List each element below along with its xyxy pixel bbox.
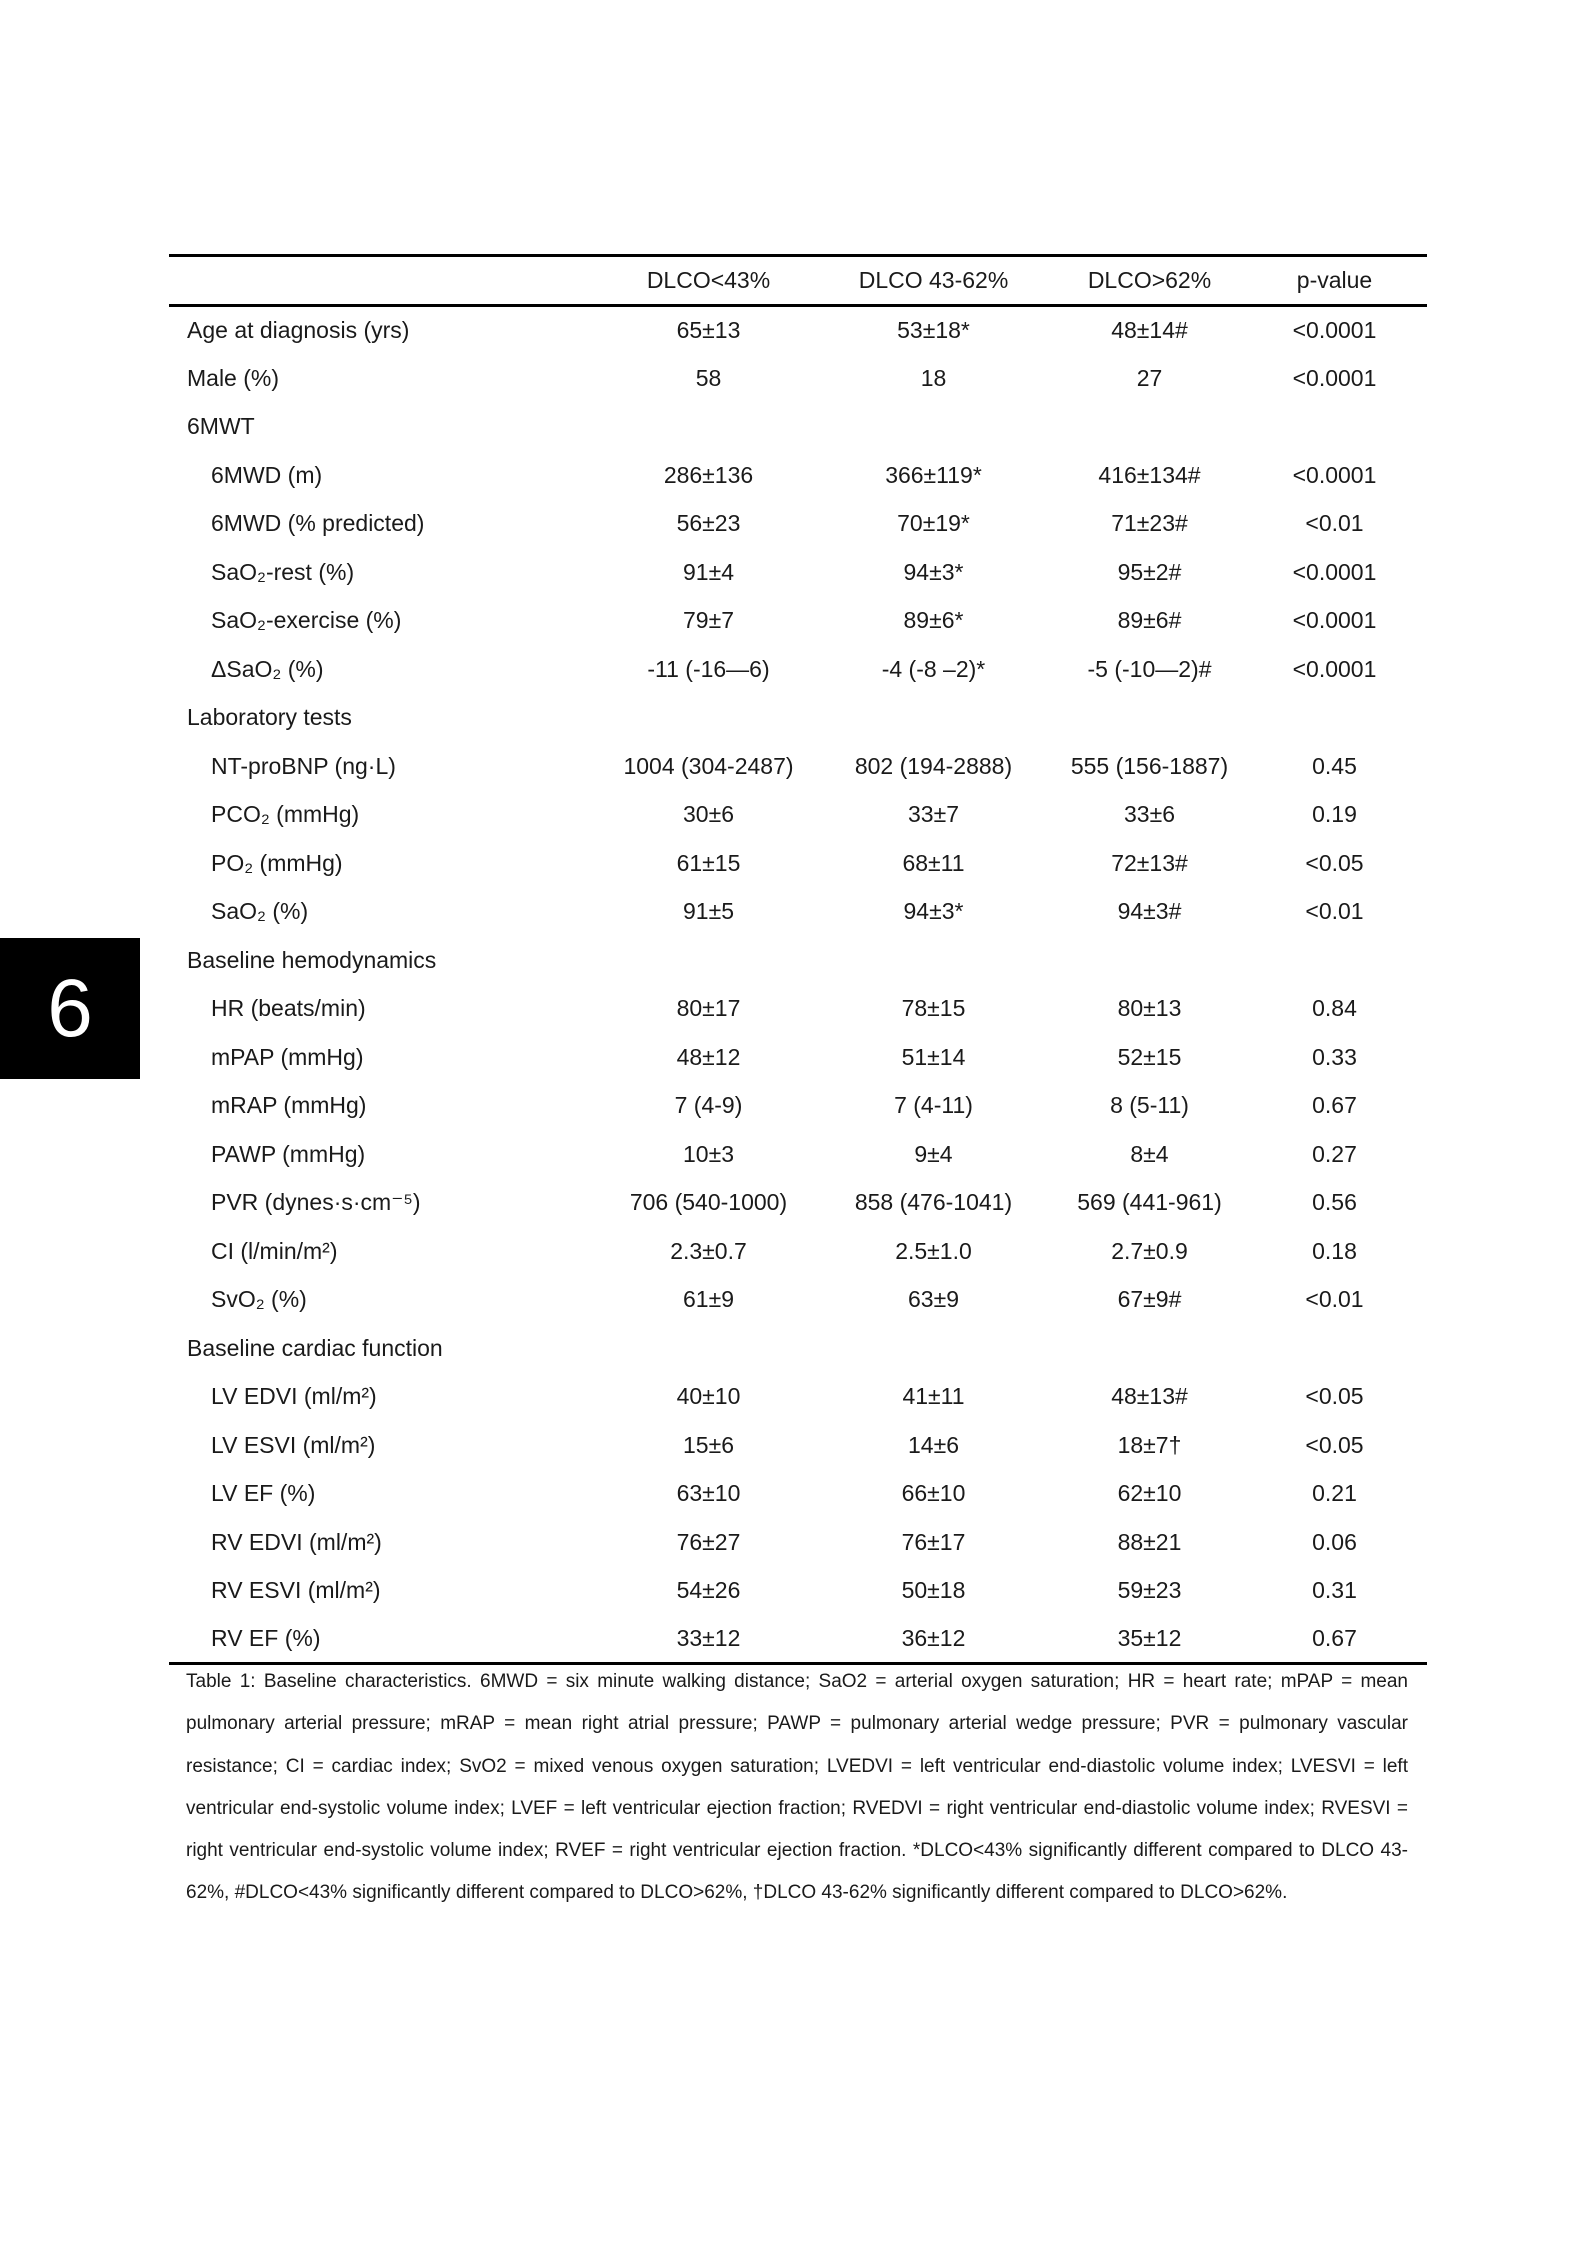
table-row (169, 548, 1427, 597)
row-label: mPAP (mmHg) (211, 1043, 364, 1070)
header-cell (169, 256, 607, 306)
row-label: RV EDVI (ml/m²) (211, 1528, 382, 1555)
table-cell (1242, 936, 1427, 985)
table-cell: 0.18 (1312, 1237, 1357, 1264)
table-row (169, 1227, 1427, 1276)
row-label: PAWP (mmHg) (211, 1140, 366, 1167)
table-row (169, 597, 1427, 646)
row-label: PO₂ (mmHg) (211, 849, 343, 876)
row-label: SaO₂ (%) (211, 898, 309, 925)
table-cell: 89±6# (1117, 607, 1182, 634)
table-cell (1242, 694, 1427, 743)
table-row (169, 1567, 1427, 1616)
table-cell: 0.45 (1312, 752, 1357, 779)
row-label: Laboratory tests (187, 704, 352, 731)
table-cell: 94±3# (1117, 898, 1182, 925)
table-cell (810, 694, 1057, 743)
table-cell: 52±15 (1117, 1043, 1182, 1070)
row-label: SaO₂-exercise (%) (211, 607, 402, 634)
table-cell (810, 1324, 1057, 1373)
table-cell (1057, 1324, 1242, 1373)
table-cell: <0.0001 (1292, 655, 1377, 682)
table-row (169, 839, 1427, 888)
row-label: Baseline hemodynamics (187, 946, 437, 973)
table-row (169, 694, 1427, 743)
table-cell: 71±23# (1111, 510, 1188, 537)
table-cell: <0.0001 (1292, 607, 1377, 634)
table-cell: 0.31 (1312, 1577, 1357, 1604)
table-cell: 66±10 (901, 1480, 966, 1507)
table-cell: <0.01 (1305, 1286, 1364, 1313)
row-label: 6MWT (187, 413, 255, 440)
row-label: 6MWD (m) (211, 461, 323, 488)
chapter-tab: 6 (0, 938, 140, 1079)
table-cell: 8 (5-11) (1110, 1092, 1189, 1119)
table-cell: 89±6* (903, 607, 964, 634)
table-row (169, 451, 1427, 500)
table-header (169, 256, 1427, 306)
table-cell: 18 (920, 364, 947, 391)
table-cell: 27 (1136, 364, 1163, 391)
table-cell: 79±7 (683, 607, 734, 634)
row-label: NT-proBNP (ng·L) (211, 752, 396, 779)
header-row (169, 256, 1427, 306)
table-row (169, 1421, 1427, 1470)
table-cell: 50±18 (901, 1577, 966, 1604)
table-cell (810, 403, 1057, 452)
table-cell: -11 (-16—6) (647, 655, 770, 682)
table-row (169, 500, 1427, 549)
table-cell: 7 (4-11) (894, 1092, 973, 1119)
row-label: PCO₂ (mmHg) (211, 801, 360, 828)
table-cell: <0.0001 (1292, 558, 1377, 585)
table-cell (607, 694, 810, 743)
table-cell: 1004 (304-2487) (623, 752, 794, 779)
table-cell: <0.0001 (1292, 461, 1377, 488)
table-cell: 78±15 (901, 995, 966, 1022)
table-cell: 63±9 (908, 1286, 959, 1313)
table-cell: 0.19 (1312, 801, 1357, 828)
row-label: mRAP (mmHg) (211, 1092, 367, 1119)
table-cell: 65±13 (676, 317, 741, 343)
table-cell: <0.05 (1305, 1431, 1364, 1458)
row-label: Age at diagnosis (yrs) (187, 317, 410, 343)
table-cell: 67±9# (1117, 1286, 1182, 1313)
header-cell: DLCO<43% (646, 267, 771, 293)
row-label: SvO₂ (%) (211, 1286, 307, 1313)
table-row (169, 1033, 1427, 1082)
header-cell: DLCO>62% (1087, 267, 1212, 293)
header-cell: p-value (1296, 267, 1373, 293)
table-cell: -4 (-8 –2)* (881, 655, 986, 682)
table-cell: 33±6 (1124, 801, 1175, 828)
table-cell: 9±4 (914, 1140, 953, 1167)
table-cell: 62±10 (1117, 1480, 1182, 1507)
row-label: SaO₂-rest (%) (211, 558, 355, 585)
table-row (169, 354, 1427, 403)
row-label: ΔSaO₂ (%) (211, 655, 324, 682)
table-cell: 58 (695, 364, 722, 391)
table-cell: 0.84 (1312, 995, 1357, 1022)
table-cell: 8±4 (1130, 1140, 1169, 1167)
table-cell: 366±119* (885, 461, 982, 488)
table-cell (607, 936, 810, 985)
table-cell: 0.27 (1312, 1140, 1357, 1167)
table-row (169, 1179, 1427, 1228)
table-cell: 33±7 (908, 801, 959, 828)
row-label: Baseline cardiac function (187, 1334, 443, 1361)
row-label: LV ESVI (ml/m²) (211, 1431, 376, 1458)
table-cell: 0.67 (1312, 1092, 1357, 1119)
baseline-characteristics-table (169, 254, 1427, 1665)
table-cell: 0.21 (1312, 1480, 1357, 1507)
table-row (169, 1130, 1427, 1179)
header-cell: DLCO 43-62% (858, 267, 1009, 293)
table-cell: 61±9 (683, 1286, 734, 1313)
table-cell: 51±14 (901, 1043, 966, 1070)
table-cell: 94±3* (903, 558, 964, 585)
table-row (169, 1470, 1427, 1519)
table-cell (1057, 403, 1242, 452)
table-cell: 91±5 (683, 898, 734, 925)
row-label: RV ESVI (ml/m²) (211, 1577, 381, 1604)
table-cell: 30±6 (683, 801, 734, 828)
table-cell: 76±17 (901, 1528, 966, 1555)
table-cell: 18±7† (1117, 1431, 1182, 1458)
table-cell: 53±18* (897, 317, 970, 343)
table-cell: 0.67 (1312, 1625, 1357, 1651)
table-cell: 48±12 (676, 1043, 741, 1070)
row-label: LV EDVI (ml/m²) (211, 1383, 377, 1410)
table-row (169, 936, 1427, 985)
table-row (169, 985, 1427, 1034)
row-label: 6MWD (% predicted) (211, 510, 425, 537)
table-cell: 569 (441-961) (1077, 1189, 1222, 1216)
table-cell: 36±12 (901, 1625, 966, 1651)
table-cell: 286±136 (663, 461, 754, 488)
table-row (169, 1518, 1427, 1567)
row-label: PVR (dynes·s·cm⁻⁵) (211, 1189, 421, 1216)
table-row (169, 645, 1427, 694)
table-cell: <0.0001 (1292, 364, 1377, 391)
table-cell (1057, 936, 1242, 985)
table-cell: 56±23 (676, 510, 741, 537)
table-cell: 41±11 (902, 1383, 965, 1410)
table-cell: <0.0001 (1292, 317, 1377, 343)
table-cell: 54±26 (676, 1577, 741, 1604)
table-row (169, 1615, 1427, 1664)
table-cell: 72±13# (1111, 849, 1188, 876)
table-row (169, 306, 1427, 355)
row-label: HR (beats/min) (211, 995, 366, 1022)
table-cell (810, 936, 1057, 985)
table-cell: 70±19* (897, 510, 970, 537)
table-cell: 858 (476-1041) (854, 1189, 1013, 1216)
table-cell: 80±13 (1117, 995, 1182, 1022)
table-cell: 0.06 (1312, 1528, 1357, 1555)
table-cell (1242, 403, 1427, 452)
table-cell: 14±6 (908, 1431, 959, 1458)
table-row (169, 1373, 1427, 1422)
row-label: CI (l/min/m²) (211, 1237, 338, 1264)
table-cell: 555 (156-1887) (1070, 752, 1229, 779)
table-cell (1242, 1324, 1427, 1373)
table-cell: 2.7±0.9 (1111, 1237, 1188, 1264)
table-caption: Table 1: Baseline characteristics. 6MWD = six minute walking distance; SaO2 = arterial oxygen saturation; HR = heart rate; mPAP = mean pulmonary arterial pressure; mRAP = mean right atrial pressure; PAWP = pulmonary arterial wedge pressure; PVR = pulmonary vascular resistance; CI = cardiac index; SvO2 = mixed venous oxygen saturation; LVEDVI = left ventricular end-diastolic volume index; LVESVI = left ventricular end-systolic volume index; LVEF = left ventricular ejection fraction; RVEDVI = right ventricular end-diastolic volume index; RVESVI = right ventricular end-systolic volume index; RVEF = right ventricular ejection fraction. *DLCO<43% significantly different compared to DLCO 43-62%, #DLCO<43% significantly different compared to DLCO>62%, †DLCO 43-62% significantly different compared to DLCO>62%. (186, 1671, 1408, 1904)
row-label: LV EF (%) (211, 1480, 316, 1507)
table-cell: 416±134# (1098, 461, 1201, 488)
table-cell: 91±4 (683, 558, 734, 585)
table-cell: 61±15 (676, 849, 741, 876)
table-cell: 0.33 (1312, 1043, 1357, 1070)
table-cell: <0.01 (1305, 510, 1364, 537)
table-cell: 59±23 (1117, 1577, 1182, 1604)
table-cell: 88±21 (1117, 1528, 1182, 1555)
table-row (169, 791, 1427, 840)
table-cell: -5 (-10—2)# (1087, 655, 1212, 682)
table-cell: 48±14# (1111, 317, 1188, 343)
table-cell: 35±12 (1117, 1625, 1182, 1651)
table-cell: 10±3 (683, 1140, 734, 1167)
row-label: RV EF (%) (211, 1625, 321, 1651)
table-cell: 94±3* (903, 898, 964, 925)
table-cell (607, 403, 810, 452)
table-row (169, 1082, 1427, 1131)
table-cell: <0.05 (1305, 1383, 1364, 1410)
table-cell: 95±2# (1117, 558, 1182, 585)
table-body (169, 306, 1427, 1664)
table-cell: 80±17 (676, 995, 741, 1022)
table-cell: 0.56 (1312, 1189, 1357, 1216)
table-cell: 15±6 (683, 1431, 734, 1458)
table-cell: 63±10 (676, 1480, 741, 1507)
table-cell: 40±10 (676, 1383, 741, 1410)
table-cell: 706 (540-1000) (629, 1189, 788, 1216)
table-row (169, 888, 1427, 937)
table-cell: 2.5±1.0 (895, 1237, 972, 1264)
table-cell (1057, 694, 1242, 743)
table-cell: 802 (194-2888) (854, 752, 1013, 779)
row-label: Male (%) (187, 364, 280, 391)
table-cell: 76±27 (676, 1528, 741, 1555)
table-row (169, 1276, 1427, 1325)
table-cell: <0.05 (1305, 849, 1364, 876)
table-row (169, 403, 1427, 452)
table-cell: <0.01 (1305, 898, 1364, 925)
table-cell: 48±13# (1111, 1383, 1188, 1410)
table-cell: 68±11 (902, 849, 965, 876)
table-cell (607, 1324, 810, 1373)
table-cell: 33±12 (676, 1625, 741, 1651)
table-cell: 2.3±0.7 (670, 1237, 747, 1264)
table-row (169, 742, 1427, 791)
table-cell: 7 (4-9) (674, 1092, 743, 1119)
table-row (169, 1324, 1427, 1373)
